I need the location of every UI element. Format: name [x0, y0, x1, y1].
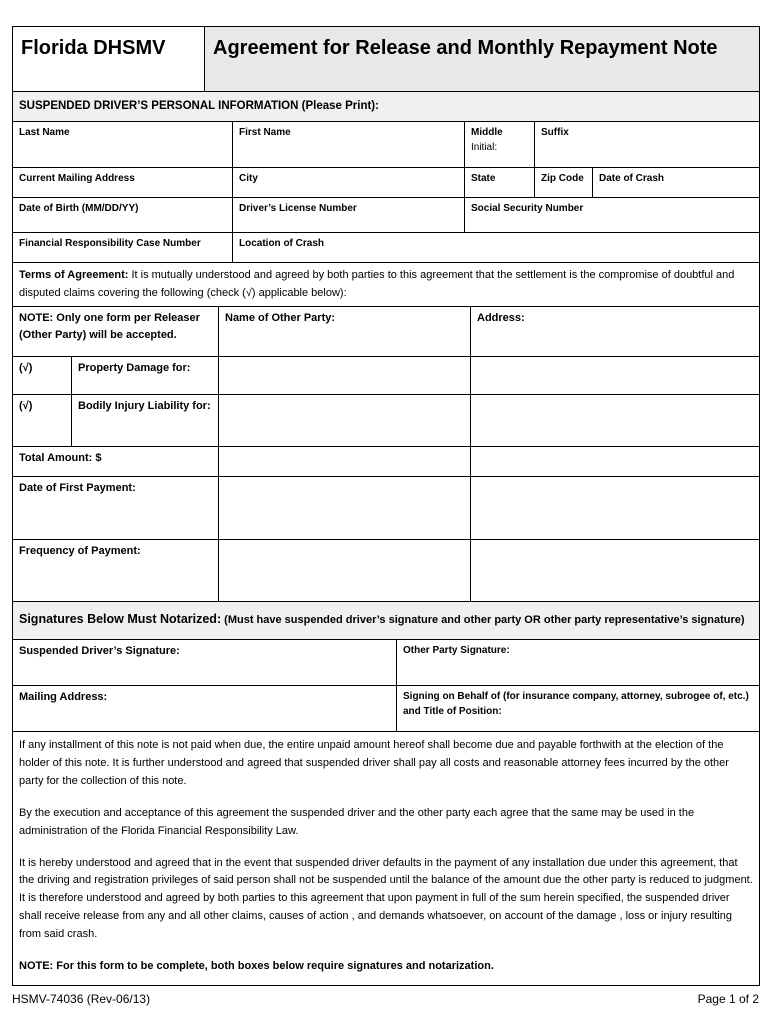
driver-signature-label: Suspended Driver’s Signature: [19, 645, 180, 658]
section-personal-info: SUSPENDED DRIVER’S PERSONAL INFORMATION (Please Print): [13, 92, 760, 122]
total-amount-field[interactable] [219, 447, 471, 477]
frequency-extra[interactable] [471, 540, 760, 602]
paragraph-execution: By the execution and acceptance of this agreement the suspended driver and the other party each agree that the same may be used in the administration of the Florida Financial Responsibility Law. [19, 806, 695, 837]
form-number: HSMV-74036 (Rev-06/13) [12, 992, 151, 1006]
bodily-injury-checkbox[interactable]: (√) [13, 395, 72, 447]
bodily-injury-name-field[interactable] [219, 395, 471, 447]
signing-behalf-label: Signing on Behalf of (for insurance company, attorney, subrogee of, etc.) and Title of Position: [403, 691, 749, 718]
suffix-label: Suffix [541, 127, 569, 139]
date-of-crash-label: Date of Crash [599, 173, 665, 185]
form-page [12, 26, 759, 986]
terms-label: Terms of Agreement: [19, 269, 129, 282]
paragraph-default: It is hereby understood and agreed that in the event that suspended driver defaults in the payment of any installation due under this agreement, that the driving and registration privileges of said person shall not be suspended until the balance of the amount due the other party is reduced to judgment. It is therefore understood and agreed by both parties to this agreement that upon payment in full of the sum herein specified, the suspended driver shall receive release from any and all other claims, causes of action , and demands whatsoever, on account of the damage , loss or injury resulting from said crash. [19, 856, 753, 940]
state-field[interactable] [465, 168, 535, 198]
first-name-field[interactable] [233, 122, 465, 168]
header-table [12, 26, 760, 92]
license-field[interactable] [233, 198, 465, 233]
other-party-address-label: Address: [477, 312, 525, 325]
middle-label: Middle [471, 127, 503, 139]
first-payment-extra[interactable] [471, 477, 760, 540]
dob-label: Date of Birth (MM/DD/YY) [19, 203, 139, 215]
other-party-name-field[interactable] [219, 307, 471, 357]
location-field[interactable] [233, 233, 760, 263]
property-damage-address-field[interactable] [471, 357, 760, 395]
form-title: Agreement for Release and Monthly Repayment Note [205, 27, 760, 92]
property-damage-label: Property Damage for: [72, 357, 219, 395]
bodily-injury-address-field[interactable] [471, 395, 760, 447]
first-name-label: First Name [239, 127, 291, 139]
last-name-label: Last Name [19, 127, 70, 139]
middle-initial-field[interactable] [465, 122, 535, 168]
other-party-signature-label: Other Party Signature: [403, 645, 510, 657]
signing-behalf-field[interactable] [397, 686, 760, 732]
signatures-heading [13, 602, 760, 640]
ssn-field[interactable] [465, 198, 760, 233]
signer-mailing-address-label: Mailing Address: [19, 691, 108, 704]
last-name-field[interactable] [13, 122, 233, 168]
first-payment-label: Date of First Payment: [13, 477, 219, 540]
date-of-crash-field[interactable] [593, 168, 760, 198]
personal-info-table [12, 91, 760, 307]
property-damage-name-field[interactable] [219, 357, 471, 395]
frequency-label: Frequency of Payment: [13, 540, 219, 602]
driver-signature-field[interactable] [13, 640, 397, 686]
other-party-signature-field[interactable] [397, 640, 760, 686]
signatures-subtitle: (Must have suspended driver’s signature and other party OR other party representative’s signature) [221, 614, 745, 627]
other-party-name-label: Name of Other Party: [225, 312, 336, 325]
case-number-label: Financial Responsibility Case Number [19, 238, 201, 250]
zip-label: Zip Code [541, 173, 584, 185]
suffix-field[interactable] [535, 122, 760, 168]
agency-name: Florida DHSMV [13, 27, 205, 92]
ssn-label: Social Security Number [471, 203, 584, 215]
paragraph-installment: If any installment of this note is not paid when due, the entire unpaid amount hereof shall become due and payable forthwith at the election of the holder of this note. It is further understood and agreed that suspended driver shall pay all costs and reasonable attorney fees incurred by the other party for the collection of this note. [19, 739, 729, 788]
claims-table [12, 306, 760, 602]
first-payment-field[interactable] [219, 477, 471, 540]
total-amount-extra[interactable] [471, 447, 760, 477]
one-form-note: NOTE: Only one form per Releaser (Other Party) will be accepted. [13, 307, 219, 357]
page-number: Page 1 of 2 [697, 992, 759, 1006]
initial-label: Initial: [471, 142, 498, 154]
other-party-address-field[interactable] [471, 307, 760, 357]
city-label: City [239, 173, 258, 185]
total-amount-label: Total Amount: $ [13, 447, 219, 477]
signer-mailing-address-field[interactable] [13, 686, 397, 732]
dob-field[interactable] [13, 198, 233, 233]
zip-field[interactable] [535, 168, 593, 198]
property-damage-checkbox[interactable]: (√) [13, 357, 72, 395]
page-footer [12, 992, 759, 1006]
license-label: Driver’s License Number [239, 203, 357, 215]
state-label: State [471, 173, 496, 185]
terms-of-agreement [13, 263, 760, 307]
completion-note: NOTE: For this form to be complete, both boxes below require signatures and notarization. [19, 959, 494, 972]
mailing-address-label: Current Mailing Address [19, 173, 135, 185]
case-number-field[interactable] [13, 233, 233, 263]
bodily-injury-label: Bodily Injury Liability for: [72, 395, 219, 447]
agreement-body [13, 732, 760, 986]
city-field[interactable] [233, 168, 465, 198]
terms-text: It is mutually understood and agreed by both parties to this agreement that the settlement is the compromise of doubtful and disputed claims covering the following (check (√) applicable below): [19, 269, 735, 299]
signatures-title: Signatures Below Must Notarized: [19, 612, 222, 627]
mailing-address-field[interactable] [13, 168, 233, 198]
signatures-table [12, 601, 760, 986]
frequency-field[interactable] [219, 540, 471, 602]
location-label: Location of Crash [239, 238, 325, 250]
